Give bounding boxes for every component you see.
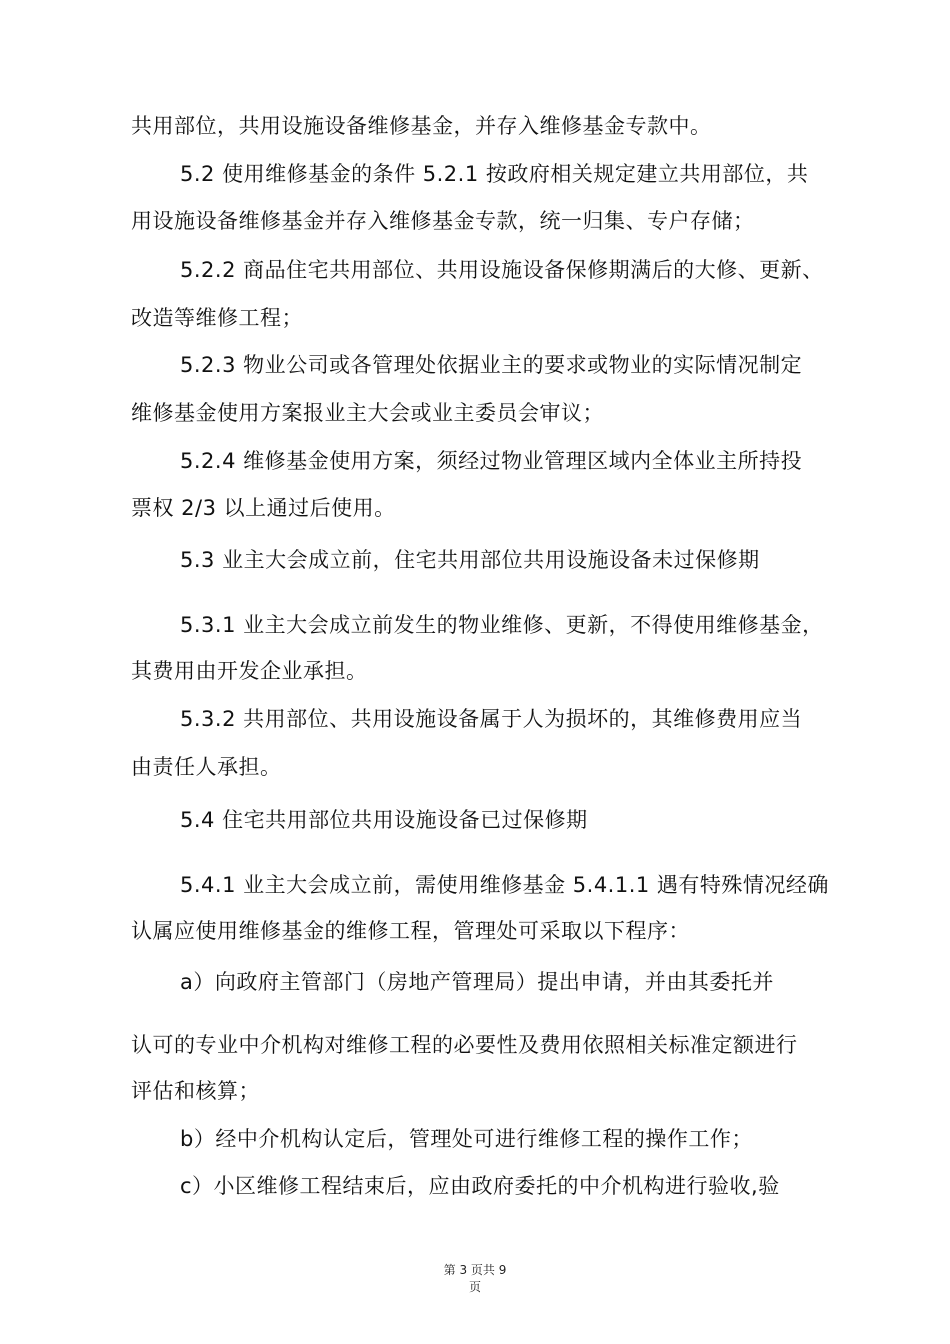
text-line: 5.3.2 共用部位、共用设施设备属于人为损坏的，其维修费用应当 <box>180 707 803 731</box>
text-line: 其费用由开发企业承担。 <box>131 659 368 683</box>
text-line: a）向政府主管部门（房地产管理局）提出申请，并由其委托并 <box>180 970 774 994</box>
text-line: b）经中介机构认定后，管理处可进行维修工程的操作工作； <box>180 1127 753 1151</box>
text-line: 5.2.4 维修基金使用方案，须经过物业管理区域内全体业主所持投 <box>180 449 803 473</box>
text-line: 认可的专业中介机构对维修工程的必要性及费用依照相关标准定额进行 <box>131 1033 798 1057</box>
text-line: 5.3.1 业主大会成立前发生的物业维修、更新，不得使用维修基金， <box>180 613 824 637</box>
text-line: 用设施设备维修基金并存入维修基金专款，统一归集、专户存储； <box>131 209 755 233</box>
text-line: c）小区维修工程结束后，应由政府委托的中介机构进行验收,验 <box>180 1174 780 1198</box>
text-line: 5.3 业主大会成立前，住宅共用部位共用设施设备未过保修期 <box>180 548 760 572</box>
text-line: 5.2.3 物业公司或各管理处依据业主的要求或物业的实际情况制定 <box>180 353 803 377</box>
text-line: 5.4 住宅共用部位共用设施设备已过保修期 <box>180 808 588 832</box>
page-number: 第 3 页共 9 <box>443 1263 507 1277</box>
text-line: 5.2 使用维修基金的条件 5.2.1 按政府相关规定建立共用部位，共 <box>180 162 809 186</box>
text-line: 共用部位，共用设施设备维修基金，并存入维修基金专款中。 <box>131 114 712 138</box>
text-line: 认属应使用维修基金的维修工程，管理处可采取以下程序： <box>131 919 690 943</box>
text-line: 改造等维修工程； <box>131 306 303 330</box>
text-line: 5.4.1 业主大会成立前，需使用维修基金 5.4.1.1 遇有特殊情况经确 <box>180 873 829 897</box>
text-line: 维修基金使用方案报业主大会或业主委员会审议； <box>131 401 604 425</box>
text-line: 评估和核算； <box>131 1079 260 1103</box>
page-number-continued: 页 <box>468 1280 481 1294</box>
text-line: 5.2.2 商品住宅共用部位、共用设施设备保修期满后的大修、更新、 <box>180 258 824 282</box>
text-line: 票权 2/3 以上通过后使用。 <box>131 496 396 520</box>
text-line: 由责任人承担。 <box>131 755 282 779</box>
